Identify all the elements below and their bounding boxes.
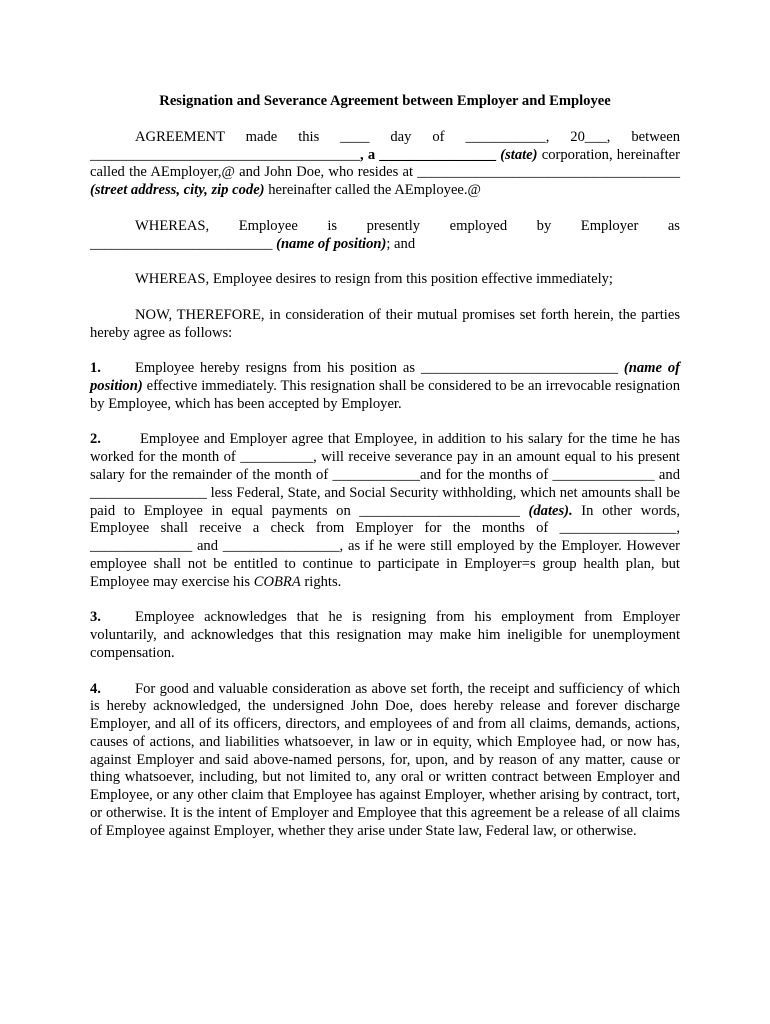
address-label: (street address, city, zip code) [90, 182, 265, 199]
section-number: 4. [90, 680, 101, 697]
state-blank: ________________ [379, 146, 497, 163]
section-2-text-2: In other words, Employee shall receive a check from Employer for the months of ________________, ______________ and ________________, as if he were still employed by the Employer. However employee shall not be entitled to continue to participate in Employer=s group health plan, but Employee may exercise his [90, 502, 680, 590]
whereas1-text-2: ; and [386, 235, 416, 252]
whereas-resign-paragraph: WHEREAS, Employee desires to resign from this position effective immediately; [135, 271, 613, 288]
section-number: 1. [90, 360, 101, 377]
section-1-paragraph [90, 360, 680, 413]
agreement-intro-paragraph [90, 129, 680, 200]
section-2-text-1: Employee and Employer agree that Employee, in addition to his salary for the time he has worked for the month of __________, will receive severance pay in an amount equal to his present salary for the remainder of the month of ____________and for the months of ______________ and ________________ less Federal, State, and Social Security withholding, which net amounts shall be paid to Employee in equal payments on ______________________ [90, 431, 680, 519]
document-page [90, 93, 680, 858]
intro-text-4: hereinafter called the AEmployee.@ [264, 182, 481, 199]
position-label: (name of position) [276, 235, 387, 252]
section-1-position-label: (name of position) [90, 360, 680, 394]
section-2-paragraph [90, 431, 680, 591]
intro-text-2: , a [359, 146, 380, 163]
section-2-cobra: COBRA [253, 573, 301, 590]
section-1-text-1: Employee hereby resigns from his position as ___________________________ [135, 360, 624, 377]
section-4-paragraph [90, 681, 680, 841]
section-number: 3. [90, 609, 101, 626]
intro-text-1: AGREEMENT made this ____ day of ___________, 20___, between _____________________________________ [90, 128, 680, 163]
section-3-paragraph [90, 609, 680, 662]
intro-text-3: corporation, hereinafter called the AEmployer,@ and John Doe, who resides at ____________________________________ [90, 146, 680, 181]
section-4-text: For good and valuable consideration as above set forth, the receipt and sufficiency of which is hereby acknowledged, the undersigned John Doe, does hereby release and forever discharge Employer, and all of its officers, directors, and employees of and from all claims, demands, actions, causes of actions, and liabilities whatsoever, in law or in equity, which Employee had, or now has, against Employer and said above-named persons, for, upon, and by reason of any matter, cause or thing whatsoever, including, but not limited to, any oral or written contract between Employer and Employee, or any other claim that Employee has against Employer, whether arising by contract, tort, or otherwise. It is the intent of Employer and Employee that this agreement be a release of all claims of Employee against Employer, whether they arise under State law, Federal law, or otherwise. [90, 680, 680, 839]
section-3-text: Employee acknowledges that he is resigning from his employment from Employer voluntarily, and acknowledges that this resignation may make him ineligible for unemployment compensation. [90, 609, 680, 661]
section-number: 2. [90, 431, 101, 448]
whereas-position-paragraph [90, 218, 680, 254]
whereas1-text-1: WHEREAS, Employee is presently employed by Employer as _________________________ [90, 217, 680, 252]
now-therefore-paragraph: NOW, THEREFORE, in consideration of their mutual promises set forth herein, the parties hereby agree as follows: [90, 306, 680, 341]
section-2-text-3: rights. [300, 573, 342, 590]
state-label: (state) [500, 146, 538, 163]
document-title: Resignation and Severance Agreement between Employer and Employee [159, 93, 611, 109]
section-2-dates-label: (dates). [528, 502, 573, 519]
section-1-text-2: effective immediately. This resignation shall be considered to be an irrevocable resignation by Employee, which has been accepted by Employer. [90, 377, 680, 412]
